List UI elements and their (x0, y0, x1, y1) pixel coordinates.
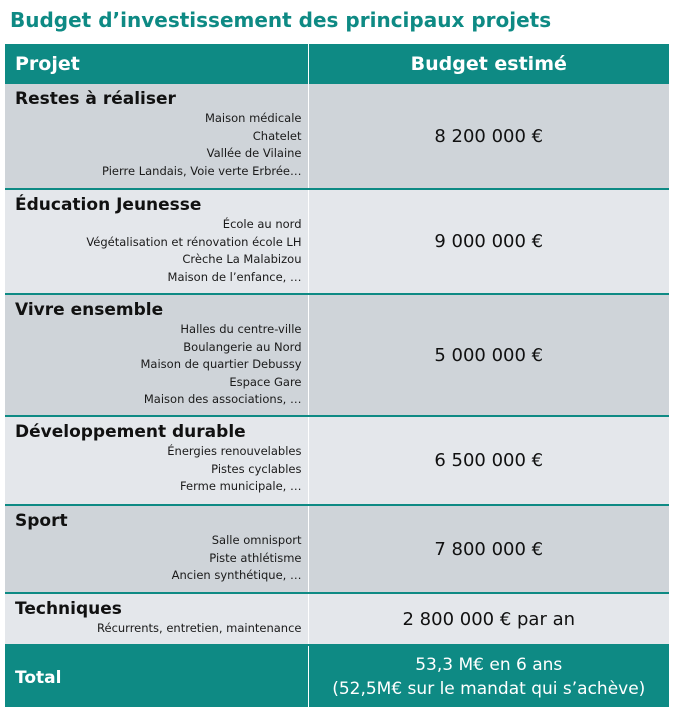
project-item: Ancien synthétique, … (171, 568, 302, 582)
total-line-2: (52,5M€ sur le mandat qui s’achève) (332, 678, 646, 699)
project-list (15, 110, 302, 180)
category-name: Éducation Jeunesse (15, 195, 202, 215)
project-item: Maison de quartier Debussy (140, 357, 302, 371)
category-name: Développement durable (15, 422, 246, 442)
total-value (308, 645, 669, 707)
project-item: Maison médicale (204, 111, 302, 125)
project-cell (5, 294, 308, 416)
table-row (5, 189, 669, 294)
project-list (15, 532, 302, 585)
total-line-1: 53,3 M€ en 6 ans (415, 654, 563, 675)
project-item: Boulangerie au Nord (183, 339, 302, 354)
project-cell (5, 416, 308, 505)
category-name: Techniques (15, 599, 122, 619)
table-header-row (5, 44, 669, 84)
project-item: Pierre Landais, Voie verte Erbrée… (102, 163, 302, 178)
header-projet: Projet (5, 44, 308, 84)
budget-value: 8 200 000 € (308, 84, 669, 189)
budget-table (5, 44, 669, 707)
project-list (15, 620, 302, 638)
table-row (5, 294, 669, 416)
project-item: Espace Gare (229, 374, 302, 389)
category-name: Restes à réaliser (15, 89, 176, 109)
budget-value: 2 800 000 € par an (308, 593, 669, 645)
total-row (5, 645, 669, 707)
budget-value: 9 000 000 € (308, 189, 669, 294)
project-cell (5, 593, 308, 645)
project-cell (5, 189, 308, 294)
project-item: Halles du centre-ville (180, 322, 302, 336)
category-name: Vivre ensemble (15, 300, 164, 320)
project-item: Énergies renouvelables (167, 444, 302, 458)
project-item: Chatelet (252, 128, 302, 143)
table-row (5, 505, 669, 593)
table-row (5, 593, 669, 645)
project-item: Salle omnisport (211, 533, 302, 547)
project-item: Maison des associations, … (143, 392, 302, 406)
project-item: Crèche La Malabizou (182, 252, 302, 266)
project-item: Végétalisation et rénovation école LH (86, 234, 302, 249)
total-label: Total (5, 645, 308, 707)
project-cell (5, 505, 308, 593)
project-item: Piste athlétisme (209, 550, 302, 565)
project-item: Pistes cyclables (211, 461, 302, 476)
page-title: Budget d’investissement des principaux projets (10, 8, 552, 32)
project-list (15, 321, 302, 409)
project-item: Vallée de Vilaine (206, 146, 302, 160)
project-item: Ferme municipale, … (180, 479, 302, 493)
project-item: Récurrents, entretien, maintenance (97, 621, 302, 635)
budget-value: 5 000 000 € (308, 294, 669, 416)
table-row (5, 84, 669, 189)
project-item: École au nord (222, 217, 302, 231)
budget-value: 7 800 000 € (308, 505, 669, 593)
project-item: Maison de l’enfance, … (167, 269, 302, 284)
project-list (15, 216, 302, 286)
project-list (15, 443, 302, 496)
header-budget: Budget estimé (308, 44, 669, 84)
budget-value: 6 500 000 € (308, 416, 669, 505)
table-row (5, 416, 669, 505)
category-name: Sport (15, 511, 68, 531)
project-cell (5, 84, 308, 189)
